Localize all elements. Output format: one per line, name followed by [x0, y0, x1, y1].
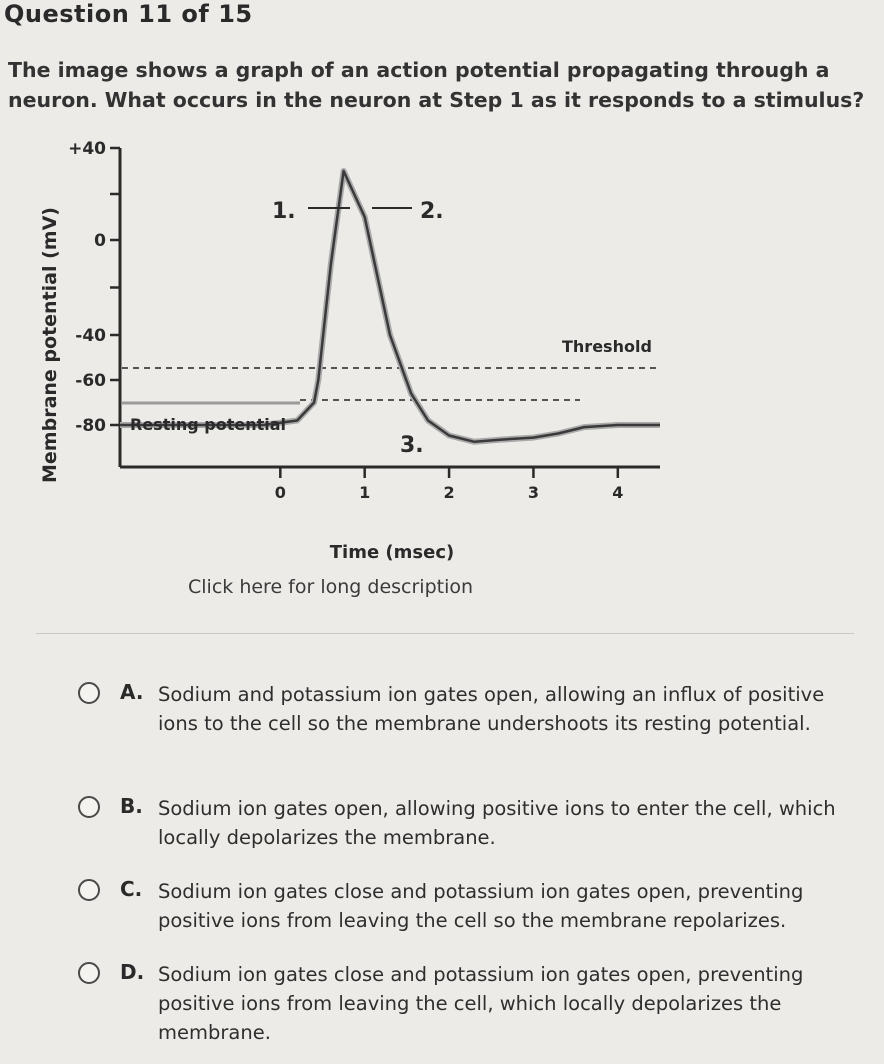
radio-button-a[interactable] [78, 682, 100, 704]
y-axis-label: Membrane potential (mV) [39, 207, 61, 483]
question-counter: Question 11 of 15 [4, 0, 253, 28]
option-text: Sodium ion gates close and potassium ion gates open, preventing positive ions from leaving the cell so the membrane repolarizes. [158, 880, 804, 932]
threshold-label: Threshold [562, 337, 652, 356]
radio-button-b[interactable] [78, 796, 100, 818]
resting-potential-label: Resting potential [130, 415, 286, 434]
option-letter: C. [120, 877, 143, 901]
radio-button-c[interactable] [78, 879, 100, 901]
y-tick-label: -40 [75, 326, 106, 346]
option-letter: A. [120, 680, 144, 704]
option-letter: D. [120, 960, 145, 984]
action-potential-curve [120, 171, 660, 442]
x-tick-label: 1 [359, 483, 371, 502]
y-tick-label: 0 [94, 231, 106, 251]
option-d[interactable] [78, 960, 858, 1050]
x-tick-label: 0 [274, 483, 286, 502]
option-text: Sodium ion gates close and potassium ion gates open, preventing positive ions from leaving the cell, which locally depolarizes the membrane. [158, 963, 804, 1044]
divider [36, 633, 854, 634]
long-description-link[interactable]: Click here for long description [188, 576, 474, 598]
x-tick-label: 3 [527, 483, 540, 502]
action-potential-curve-outline [120, 171, 660, 442]
y-tick-label: +40 [68, 139, 106, 159]
option-b[interactable] [78, 794, 858, 854]
option-text: Sodium and potassium ion gates open, allowing an influx of positive ions to the cell so the membrane undershoots its resting potential. [158, 683, 825, 735]
x-axis-label: Time (msec) [329, 542, 455, 563]
x-tick-label: 4 [612, 483, 624, 502]
step-3-label: 3. [400, 433, 424, 458]
question-text: The image shows a graph of an action potential propagating through a neuron. What occurs in the neuron at Step 1 as it responds to a stimulus? [8, 58, 865, 112]
y-tick-label: -60 [75, 371, 106, 391]
y-tick-label: -80 [75, 416, 106, 436]
radio-button-d[interactable] [78, 962, 100, 984]
x-tick-label: 2 [443, 483, 455, 502]
option-a[interactable] [78, 680, 858, 770]
step-1-label: 1. [272, 199, 296, 224]
option-c[interactable] [78, 877, 858, 937]
step-2-label: 2. [420, 199, 444, 224]
option-text: Sodium ion gates open, allowing positive ions to enter the cell, which locally depolarizes the membrane. [158, 797, 836, 849]
option-letter: B. [120, 794, 143, 818]
